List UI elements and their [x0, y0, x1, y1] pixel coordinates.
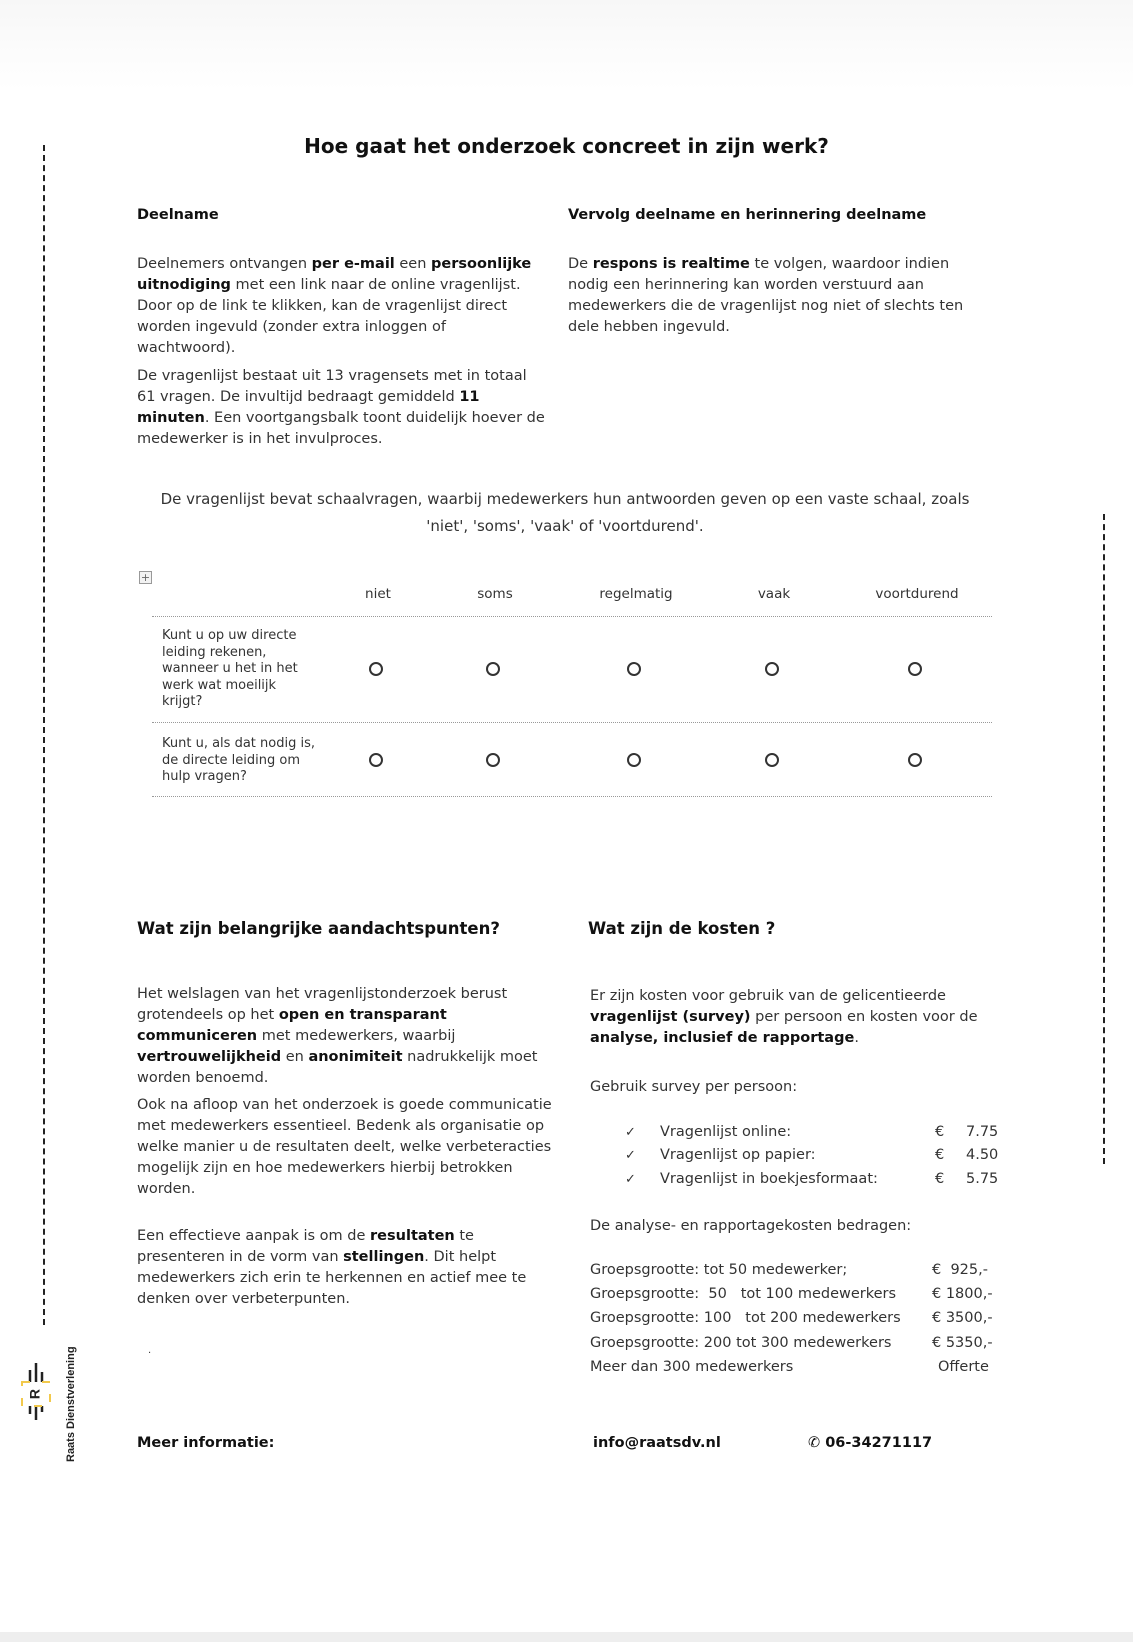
body-text: . [854, 1030, 859, 1046]
left-dashed-border [43, 145, 45, 1325]
analysis-cost-price: € 3500,- [932, 1310, 993, 1326]
survey-cost-price: 4.50 [966, 1147, 999, 1163]
analysis-cost-label: Groepsgrootte: 50 tot 100 medewerkers [590, 1286, 897, 1302]
scale-option-header: vaak [757, 586, 791, 602]
body-text: te presenteren in de vorm van [137, 1228, 474, 1265]
vervolg-paragraph [568, 254, 988, 338]
analysis-cost-price: € 1800,- [932, 1286, 993, 1302]
row-divider [152, 722, 992, 723]
analysis-cost-label: Meer dan 300 medewerkers [590, 1359, 794, 1375]
scale-option-header: regelmatig [599, 586, 673, 602]
checkmark-icon: ✓ [625, 1172, 636, 1187]
radio-option-regelmatig[interactable] [627, 662, 641, 676]
body-text: De [568, 256, 593, 272]
aandachtspunten-paragraph-3 [137, 1226, 562, 1310]
body-text: nadrukkelijk moet worden benoemd. [137, 1049, 538, 1086]
body-text: met medewerkers, waarbij [257, 1028, 456, 1044]
brand-name: Raats Dienstverlening [65, 1346, 77, 1462]
body-text: met een link naar de online vragenlijst. Door op de link te klikken, kan de vragenlijst direct worden ingevuld (zonder extra inloggen of wachtwoord). [137, 277, 521, 356]
body-text: . Dit helpt medewerkers zich erin te herkennen en actief mee te denken over verbeterpunten. [137, 1249, 527, 1307]
page-top-shadow [0, 0, 1133, 90]
kosten-heading: Wat zijn de kosten ? [588, 919, 776, 938]
emphasis-text: vertrouwelijkheid [137, 1049, 282, 1065]
survey-cost-price: 5.75 [966, 1171, 999, 1187]
body-text: Ook na afloop van het onderzoek is goede communicatie met medewerkers essentieel. Bedenk als organisatie op welke manier u de resultaten deelt, welke verbeteracties mogelijk zijn en hoe medewerkers hierbij betrokken worden. [137, 1097, 552, 1197]
radio-option-soms[interactable] [486, 662, 500, 676]
checkmark-icon: ✓ [625, 1148, 636, 1163]
kosten-intro [590, 986, 990, 1049]
survey-cost-label: Gebruik survey per persoon: [590, 1079, 798, 1095]
phone-contact[interactable] [808, 1435, 932, 1451]
aandachtspunten-paragraph-2 [137, 1095, 562, 1200]
body-text: Het welslagen van het vragenlijstonderzoek berust grotendeels op het [137, 986, 508, 1023]
analysis-cost-label: Groepsgrootte: tot 50 medewerker; [590, 1262, 848, 1278]
checkmark-icon: ✓ [625, 1125, 636, 1140]
emphasis-text: vragenlijst (survey) [590, 1009, 751, 1025]
body-text: Er zijn kosten voor gebruik van de gelicentieerde [590, 988, 946, 1004]
stray-dot: . [148, 1345, 152, 1356]
deelname-paragraph-1 [137, 254, 547, 359]
scale-option-header: niet [365, 586, 391, 602]
body-text: Deelnemers ontvangen [137, 256, 312, 272]
aandachtspunten-paragraph-1 [137, 984, 562, 1089]
emphasis-text: resultaten [370, 1228, 455, 1244]
emphasis-text: open en transparant communiceren [137, 1007, 447, 1044]
aandachtspunten-heading: Wat zijn belangrijke aandachtspunten? [137, 919, 500, 938]
radio-option-niet[interactable] [369, 753, 383, 767]
radio-option-vaak[interactable] [765, 753, 779, 767]
survey-cost-price: 7.75 [966, 1124, 999, 1140]
raats-logo [8, 1348, 68, 1448]
scale-option-header: soms [477, 586, 513, 602]
analysis-cost-price: Offerte [938, 1359, 989, 1375]
page-title: Hoe gaat het onderzoek concreet in zijn werk? [304, 134, 829, 158]
analysis-cost-price: € 5350,- [932, 1335, 993, 1351]
currency-symbol: € [935, 1171, 945, 1187]
emphasis-text: analyse, inclusief de rapportage [590, 1030, 855, 1046]
email-link[interactable]: info@raatsdv.nl [593, 1435, 721, 1451]
survey-cost-label: Vragenlijst online: [660, 1124, 792, 1140]
deelname-heading: Deelname [137, 207, 219, 223]
phone-icon: ✆ [808, 1435, 821, 1451]
survey-cost-label: Vragenlijst in boekjesformaat: [660, 1171, 878, 1187]
analysis-cost-price: € 925,- [932, 1262, 988, 1278]
currency-symbol: € [935, 1124, 945, 1140]
body-text: Een effectieve aanpak is om de [137, 1228, 371, 1244]
plus-box-icon[interactable]: + [140, 571, 151, 584]
page-bottom-edge [0, 1632, 1133, 1642]
emphasis-text: 11 minuten [137, 389, 480, 426]
body-text: en [281, 1049, 309, 1065]
analysis-cost-label: De analyse- en rapportagekosten bedragen: [590, 1218, 912, 1234]
body-text: . Een voortgangsbalk toont duidelijk hoever de medewerker is in het invulproces. [137, 410, 545, 447]
emphasis-text: persoonlijke uitnodiging [137, 256, 532, 293]
survey-cost-label: Vragenlijst op papier: [660, 1147, 816, 1163]
body-text: per persoon en kosten voor de [750, 1009, 978, 1025]
deelname-paragraph-2 [137, 366, 547, 450]
row-divider [152, 796, 992, 797]
more-info-label: Meer informatie: [137, 1435, 275, 1451]
radio-option-regelmatig[interactable] [627, 753, 641, 767]
radio-option-voortdurend[interactable] [908, 662, 922, 676]
body-text: een [394, 256, 432, 272]
emphasis-text: per e-mail [311, 256, 395, 272]
body-text: De vragenlijst bestaat uit 13 vragensets met in totaal 61 vragen. De invultijd bedraagt gemiddeld [137, 368, 527, 405]
vervolg-heading: Vervolg deelname en herinnering deelname [568, 207, 927, 223]
row-divider [152, 616, 992, 617]
radio-option-soms[interactable] [486, 753, 500, 767]
radio-option-niet[interactable] [369, 662, 383, 676]
logo-letter: R [26, 1388, 43, 1400]
phone-number: 06-34271117 [825, 1435, 933, 1451]
emphasis-text: anonimiteit [308, 1049, 403, 1065]
currency-symbol: € [935, 1147, 945, 1163]
analysis-cost-label: Groepsgrootte: 200 tot 300 medewerkers [590, 1335, 892, 1351]
scale-option-header: voortdurend [875, 586, 959, 602]
emphasis-text: stellingen [343, 1249, 425, 1265]
emphasis-text: respons is realtime [592, 256, 750, 272]
survey-question: Kunt u op uw directe leiding rekenen, wanneer u het in het werk wat moeilijk krijgt? [162, 628, 298, 709]
radio-option-voortdurend[interactable] [908, 753, 922, 767]
scale-note: De vragenlijst bevat schaalvragen, waarbij medewerkers hun antwoorden geven op een vaste schaal, zoals 'niet', 'soms', 'vaak' of 'voortdurend'. [160, 490, 970, 535]
analysis-cost-label: Groepsgrootte: 100 tot 200 medewerkers [590, 1310, 901, 1326]
body-text: te volgen, waardoor indien nodig een herinnering kan worden verstuurd aan medewerkers die de vragenlijst nog niet of slechts ten dele hebben ingevuld. [568, 256, 964, 335]
survey-question: Kunt u, als dat nodig is, de directe leiding om hulp vragen? [162, 736, 315, 784]
right-dashed-border [1103, 514, 1105, 1164]
radio-option-vaak[interactable] [765, 662, 779, 676]
